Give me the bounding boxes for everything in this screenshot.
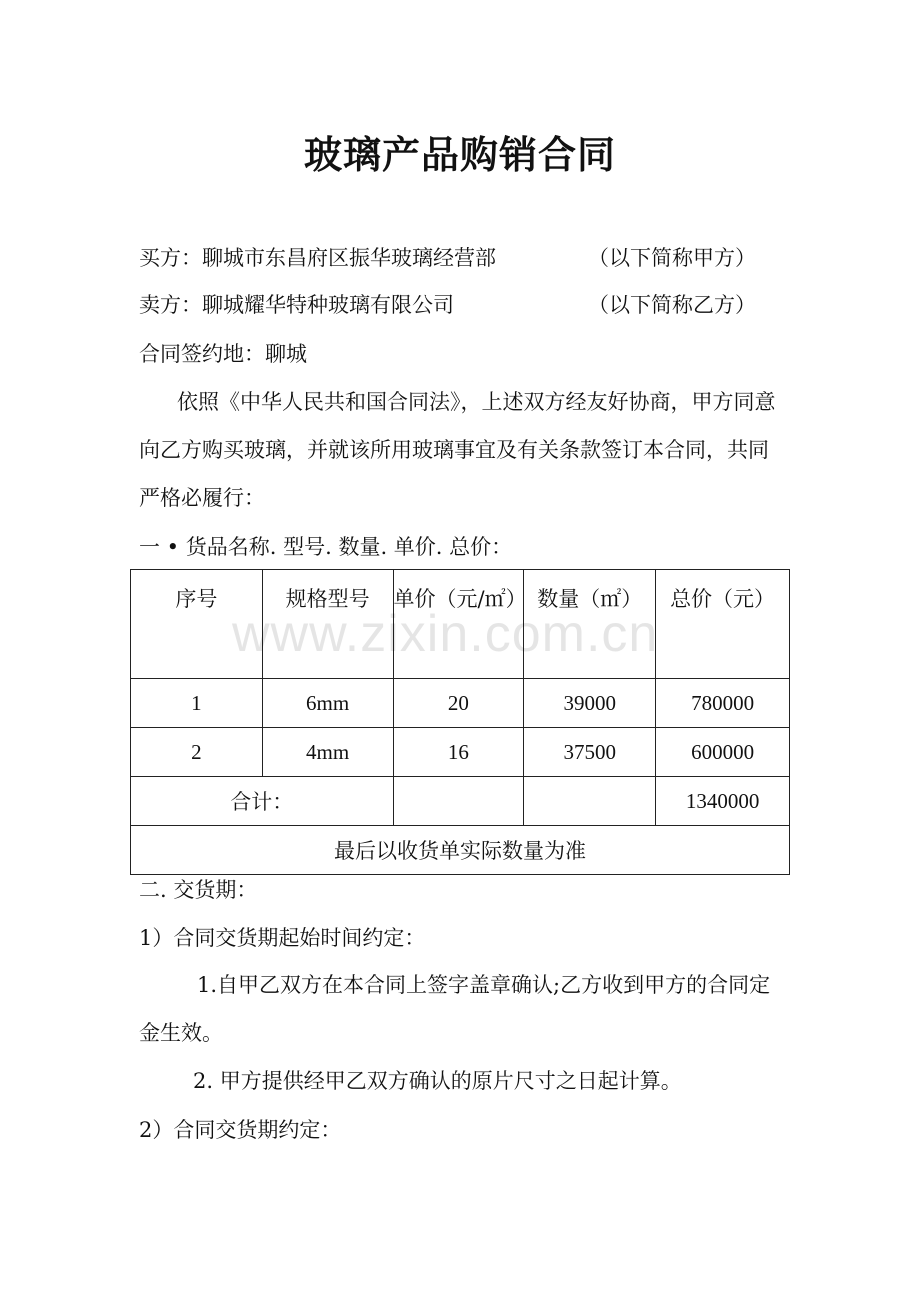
- section-2-heading: 二. 交货期：: [139, 878, 258, 902]
- watermark: www.zixin.com.cn: [232, 605, 659, 663]
- signing-place: 合同签约地：聊城: [139, 342, 307, 366]
- intro-paragraph: 依照《中华人民共和国合同法》，上述双方经友好协商，甲方同意向乙方购买玻璃，并就该所用玻璃事宜及有关条款签订本合同，共同严格必履行：: [139, 390, 776, 510]
- table-cell: 600000: [656, 728, 790, 777]
- goods-table: [130, 569, 790, 875]
- buyer-abbrev-note: （以下简称甲方）: [588, 246, 756, 270]
- section-1-heading: 一 • 货品名称. 型号. 数量. 单价. 总价：: [139, 535, 513, 559]
- clause-1-item-2: 2. 甲方提供经甲乙双方确认的原片尺寸之日起计算。: [193, 1069, 682, 1093]
- seller-line: 卖方：聊城耀华特种玻璃有限公司: [139, 293, 454, 317]
- table-note-cell: 最后以收货单实际数量为准: [131, 826, 790, 875]
- table-cell: 6mm: [262, 679, 393, 728]
- table-cell: 37500: [524, 728, 656, 777]
- total-label-cell: 合计：: [131, 777, 394, 826]
- header-cell: 单价（元/㎡）: [393, 570, 524, 679]
- header-cell: 序号: [131, 570, 263, 679]
- table-cell: 2: [131, 728, 263, 777]
- header-cell: 规格型号: [262, 570, 393, 679]
- header-cell: 数量（㎡）: [524, 570, 656, 679]
- table-cell: 39000: [524, 679, 656, 728]
- table-header-row: [131, 570, 790, 679]
- table-row: [131, 679, 790, 728]
- seller-abbrev-note: （以下简称乙方）: [588, 293, 756, 317]
- total-empty-cell: [524, 777, 656, 826]
- table-cell: 780000: [656, 679, 790, 728]
- table-cell: 16: [393, 728, 524, 777]
- total-empty-cell: [393, 777, 524, 826]
- clause-1-item-1: 1.自甲乙双方在本合同上签字盖章确认;乙方收到甲方的合同定金生效。: [139, 973, 771, 1045]
- buyer-line: 买方：聊城市东昌府区振华玻璃经营部: [139, 246, 496, 270]
- table-note-row: [131, 826, 790, 875]
- total-value-cell: 1340000: [656, 777, 790, 826]
- table-total-row: [131, 777, 790, 826]
- table-cell: 4mm: [262, 728, 393, 777]
- table-cell: 1: [131, 679, 263, 728]
- table-cell: 20: [393, 679, 524, 728]
- clause-2: 2）合同交货期约定：: [139, 1118, 342, 1142]
- document-title: 玻璃产品购销合同: [303, 133, 616, 177]
- table-row: [131, 728, 790, 777]
- clause-1: 1）合同交货期起始时间约定：: [139, 926, 426, 950]
- header-cell: 总价（元）: [656, 570, 790, 679]
